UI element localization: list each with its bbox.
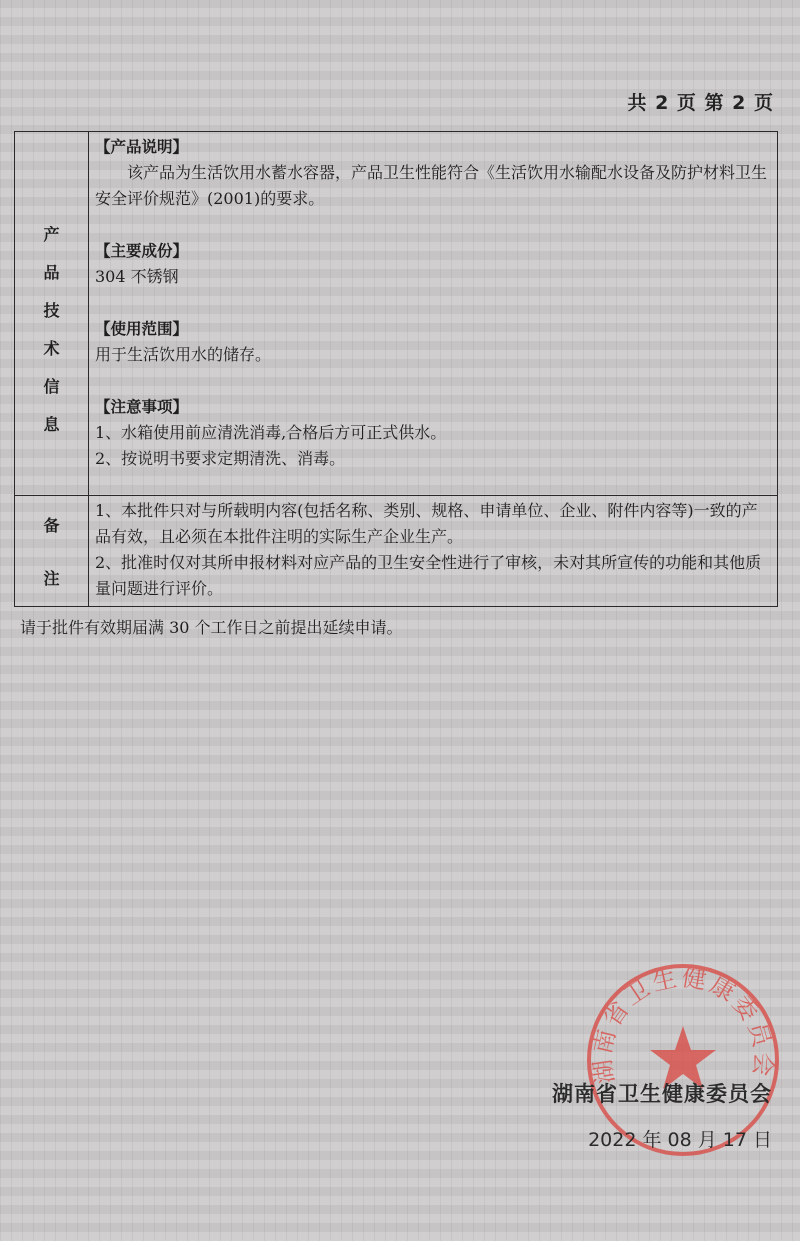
- remarks-row: [15, 496, 778, 607]
- description-text: 该产品为生活饮用水蓄水容器，产品卫生性能符合《生活饮用水输配水设备及防护材料卫生安全评价规范》(2001)的要求。: [95, 163, 768, 208]
- label-char: 注: [43, 569, 60, 588]
- label-char: 息: [43, 415, 60, 434]
- product-info-table: [14, 131, 778, 607]
- tech-info-label: [15, 132, 89, 496]
- precaution-item: 2、按说明书要求定期清洗、消毒。: [95, 449, 346, 468]
- label-char: 技: [43, 301, 60, 320]
- label-char: 备: [43, 516, 60, 535]
- renewal-note: 请于批件有效期届满 30 个工作日之前提出延续申请。: [20, 618, 403, 637]
- page-count: 共 2 页 第 2 页: [627, 92, 774, 114]
- remark-item: 1、本批件只对与所载明内容(包括名称、类别、规格、申请单位、企业、附件内容等)一致的产品有效，且必须在本批件注明的实际生产企业生产。: [95, 501, 758, 546]
- label-char: 品: [43, 263, 60, 282]
- composition-text: 304 不锈钢: [95, 267, 179, 286]
- section-title-precautions: 【注意事项】: [95, 398, 189, 416]
- label-char: 信: [43, 377, 60, 396]
- label-char: 术: [43, 339, 60, 358]
- label-char: 产: [43, 225, 60, 244]
- section-title-usage: 【使用范围】: [95, 320, 189, 338]
- remarks-content: [89, 496, 778, 607]
- remark-item: 2、批准时仅对其所申报材料对应产品的卫生安全性进行了审核，未对其所宣传的功能和其他质量问题进行评价。: [95, 553, 762, 598]
- tech-info-row: [15, 132, 778, 496]
- tech-info-content: [89, 132, 778, 496]
- section-title-composition: 【主要成份】: [95, 242, 189, 260]
- issue-date: 2022 年 08 月 17 日: [588, 1129, 772, 1151]
- precaution-item: 1、水箱使用前应清洗消毒,合格后方可正式供水。: [95, 423, 447, 442]
- seal-text: 湖南省卫生健康委员会: [588, 963, 778, 1086]
- issuing-authority: 湖南省卫生健康委员会: [552, 1082, 772, 1106]
- usage-text: 用于生活饮用水的储存。: [95, 345, 272, 364]
- remarks-label: [15, 496, 89, 607]
- section-title-description: 【产品说明】: [95, 138, 189, 156]
